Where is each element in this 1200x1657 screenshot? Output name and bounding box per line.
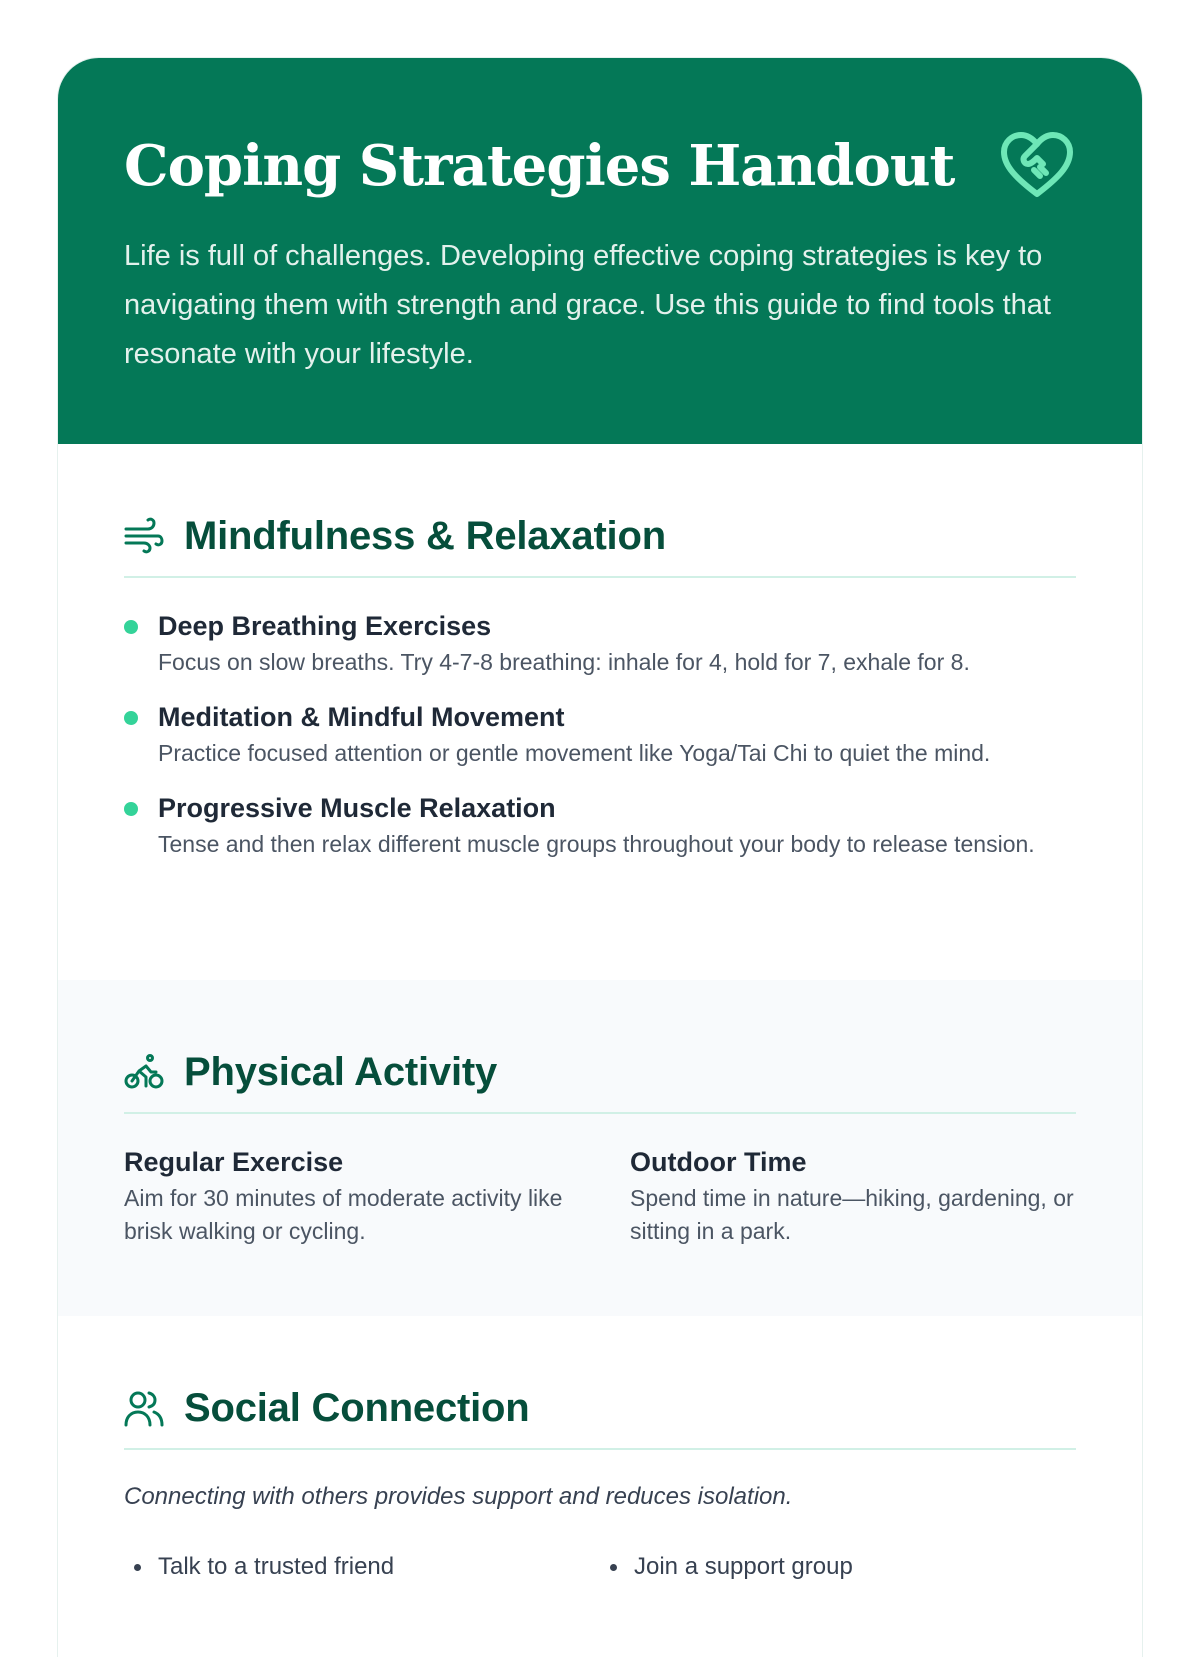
- section-header: [124, 512, 1076, 560]
- section-social-connection: [58, 1316, 1142, 1584]
- section-title: Physical Activity: [184, 1049, 498, 1094]
- section-header: [124, 1048, 1076, 1096]
- item-label: Talk to a trusted friend: [158, 1553, 395, 1580]
- bullet-dot: [124, 711, 138, 725]
- list-item: [124, 699, 1076, 770]
- section-header: [124, 1384, 1076, 1432]
- activity-column: [124, 1144, 570, 1248]
- section-divider: [124, 576, 1076, 578]
- intro-text: Life is full of challenges. Developing effective coping strategies is key to navigating them with strength and grace. Use this guide to find tools that resonate with your lifestyle.: [124, 240, 1051, 370]
- section-divider: [124, 1112, 1076, 1114]
- users-icon: [124, 1388, 164, 1428]
- item-description: Tense and then relax different muscle groups throughout your body to release tension.: [158, 831, 1035, 857]
- social-list: [124, 1550, 1076, 1584]
- bullet-dot: [124, 802, 138, 816]
- section-mindfulness: [58, 444, 1142, 980]
- column-title: Outdoor Time: [630, 1147, 807, 1177]
- section-title: Mindfulness & Relaxation: [184, 513, 666, 558]
- activity-column: [630, 1144, 1076, 1248]
- list-item: [124, 1550, 600, 1584]
- bullet-dot: [124, 620, 138, 634]
- item-description: Focus on slow breaths. Try 4-7-8 breathing: inhale for 4, hold for 7, exhale for 8.: [158, 649, 970, 675]
- column-title: Regular Exercise: [124, 1147, 344, 1177]
- bullet-dot: [134, 1564, 141, 1571]
- bike-icon: [124, 1052, 164, 1092]
- column-description: Aim for 30 minutes of moderate activity like brisk walking or cycling.: [124, 1185, 563, 1244]
- item-description: Practice focused attention or gentle movement like Yoga/Tai Chi to quiet the mind.: [158, 740, 991, 766]
- section-divider: [124, 1448, 1076, 1450]
- handout-card: [57, 57, 1143, 1657]
- column-description: Spend time in nature—hiking, gardening, or sitting in a park.: [630, 1185, 1074, 1244]
- item-label: Join a support group: [634, 1553, 853, 1580]
- heart-handshake-icon: [998, 130, 1076, 200]
- activity-columns: [124, 1144, 1076, 1248]
- section-lead: Connecting with others provides support and reduces isolation.: [124, 1483, 793, 1510]
- item-title: Deep Breathing Exercises: [158, 611, 492, 641]
- section-title: Social Connection: [184, 1385, 530, 1430]
- list-item: [600, 1550, 1076, 1584]
- list-item: [124, 790, 1076, 861]
- item-title: Meditation & Mindful Movement: [158, 702, 565, 732]
- item-title: Progressive Muscle Relaxation: [158, 793, 556, 823]
- list-item: [124, 608, 1076, 679]
- page-title: Coping Strategies Handout: [124, 133, 955, 199]
- section-physical-activity: [58, 980, 1142, 1316]
- hero-header: [58, 58, 1142, 444]
- wind-icon: [124, 516, 164, 556]
- strategy-list: [124, 608, 1076, 861]
- bullet-dot: [610, 1564, 617, 1571]
